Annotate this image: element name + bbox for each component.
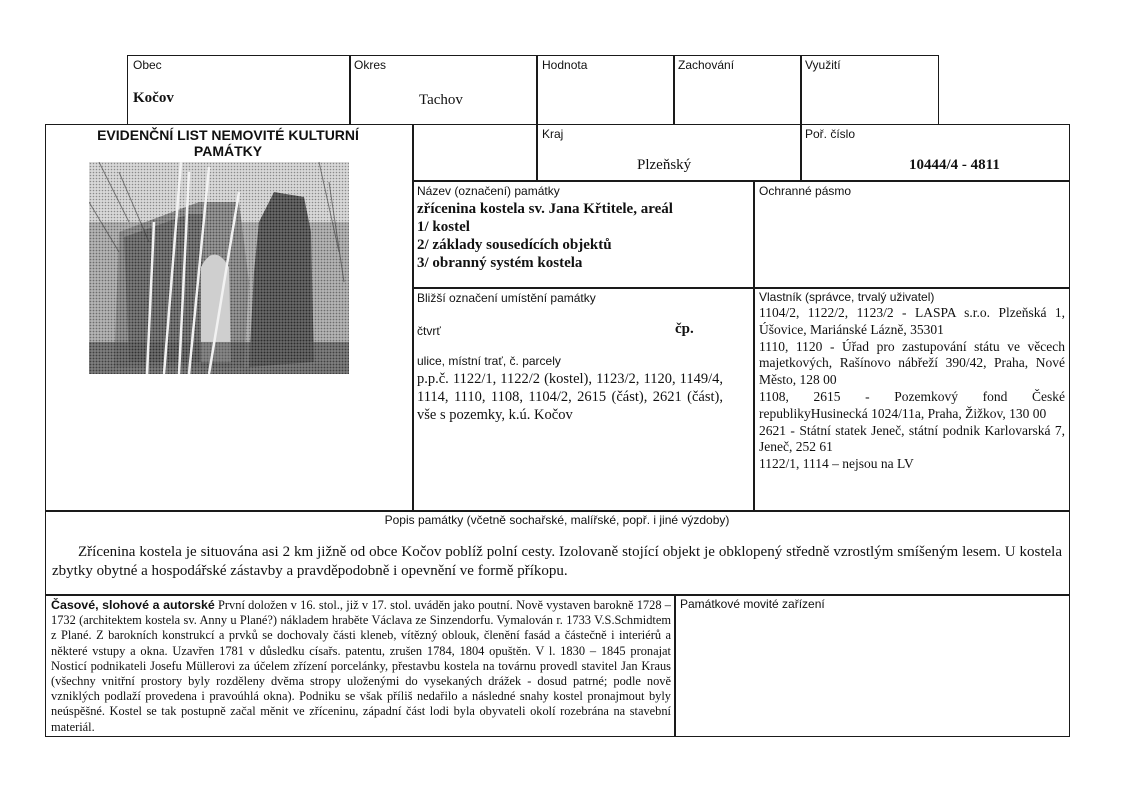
monument-photo	[89, 162, 349, 374]
title-photo-cell	[45, 124, 414, 512]
okres-cell	[349, 55, 538, 125]
vlastnik-entry: 1110, 1120 - Úřad pro zastupování státu ve věcech majetkových, Rašínovo nábřeží 390/42, Praha, Nové Město, 128 00	[759, 338, 1065, 388]
kraj-label: Kraj	[542, 127, 564, 141]
zachovani-cell	[673, 55, 802, 125]
okres-value: Tachov	[419, 92, 463, 108]
okres-label: Okres	[354, 58, 387, 72]
vlastnik-cell	[753, 287, 1070, 512]
vlastnik-list	[759, 305, 1065, 473]
casove-label: Časové, slohové a autorské	[51, 598, 215, 612]
ochranne-pasmo-cell	[753, 180, 1070, 289]
ochranne-pasmo-label: Ochranné pásmo	[759, 184, 852, 198]
nazev-line-3: 2/ základy sousedících objektů	[417, 237, 612, 253]
vlastnik-entry: 2621 - Státní statek Jeneč, státní podnik Karlovarská 7, Jeneč, 252 61	[759, 422, 1065, 455]
nazev-label: Název (označení) památky	[417, 184, 560, 198]
hodnota-label: Hodnota	[542, 58, 588, 72]
hodnota-cell	[536, 55, 675, 125]
nazev-line-2: 1/ kostel	[417, 219, 470, 235]
movite-label: Památkové movité zařízení	[680, 597, 825, 611]
popis-cell	[45, 510, 1070, 596]
ctvrt-label: čtvrť	[417, 324, 441, 338]
blank-cell	[412, 124, 538, 182]
obec-label: Obec	[133, 58, 162, 72]
nazev-cell	[412, 180, 755, 289]
casove-block	[51, 598, 671, 735]
parcely-text: p.p.č. 1122/1, 1122/2 (kostel), 1123/2, 1120, 1149/4, 1114, 1110, 1108, 1104/2, 2615 (část), 2621 (část), vše s pozemky, k.ú. Kočov	[417, 371, 723, 423]
por-cislo-value: 10444/4 - 4811	[909, 157, 1000, 173]
vlastnik-entry: 1104/2, 1122/2, 1123/2 - LASPA s.r.o. Plzeňská 1, Úšovice, Mariánské Lázně, 35301	[759, 305, 1065, 337]
umisteni-cell	[412, 287, 755, 512]
popis-label: Popis památky (včetně sochařské, malířské, popř. i jiné výzdoby)	[384, 513, 730, 527]
popis-text: Zřícenina kostela je situována asi 2 km jižně od obce Kočov poblíž polní cesty. Izolovaně stojící objekt je obklopený středně vzrostlým smíšeným lesem. U kostela zbytky obytné a hospodářské zástavby a pravděpodobně i opevnění ve formě příkopu.	[52, 544, 1062, 579]
nazev-line-1: zřícenina kostela sv. Jana Křtitele, areál	[417, 201, 673, 217]
page-title: EVIDENČNÍ LIST NEMOVITÉ KULTURNÍ PAMÁTKY	[97, 127, 359, 159]
obec-value: Kočov	[133, 90, 174, 106]
cp-label: čp.	[675, 321, 694, 337]
por-cislo-label: Poř. číslo	[805, 127, 856, 141]
nazev-line-4: 3/ obranný systém kostela	[417, 255, 583, 271]
casove-cell	[45, 594, 676, 737]
vlastnik-entry: 1108, 2615 - Pozemkový fond České republikyHusinecká 1024/11a, Praha, Žižkov, 130 00	[759, 388, 1065, 421]
ulice-label: ulice, místní trať, č. parcely	[417, 354, 561, 368]
vyuziti-cell	[800, 55, 939, 125]
vlastnik-entry: 1122/1, 1114 – nejsou na LV	[759, 456, 914, 472]
movite-cell	[674, 594, 1070, 737]
kraj-value: Plzeňský	[637, 157, 692, 173]
church-ruin-image	[89, 162, 349, 374]
obec-cell	[127, 55, 351, 125]
vlastnik-label: Vlastník (správce, trvalý uživatel)	[759, 290, 935, 304]
kraj-cell	[536, 124, 802, 182]
casove-text: První doložen v 16. stol., již v 17. stol. uváděn jako poutní. Nově vystaven barokně 1728 – 1732 (architektem kostela sv. Anny u Plané?) nákladem hraběte Václava ze Sinzendorfu. Vymalován r. 1733 V.S.Schmidtem z Plané. Z barokních konstrukcí a prvků se dochovaly části kleneb, vítězný oblouk, členění fasád a částečně i interiérů a některé vstupy a okna. Uzavřen 1781 v důsledku císařs. patentu, zrušen 1784, 1804 opuštěn. V l. 1830 – 1845 pronajat Nosticí podnikateli Josefu Müllerovi za účelem zřízení porcelánky, přestavbu kostela na továrnu provedl stavitel Jan Kraus (všechny vnitřní prostory byly rozděleny dvěma stropy uloženými do vysekaných drážek - dosud patrné; podle nově vzniklých podlaží provedena i pravoúhlá okna). Podniku se však příliš nedařilo a následné snahy kostel pronajmout byly neúspěšné. Kostel se tak postupně začal měnit ve zříceninu, západní část lodi byla obyvateli okolí rozebrána na stavební materiál.	[51, 598, 671, 734]
umisteni-label: Bližší označení umístění památky	[417, 291, 596, 305]
zachovani-label: Zachování	[678, 58, 735, 72]
por-cislo-cell	[800, 124, 1070, 182]
vyuziti-label: Využití	[805, 58, 841, 72]
